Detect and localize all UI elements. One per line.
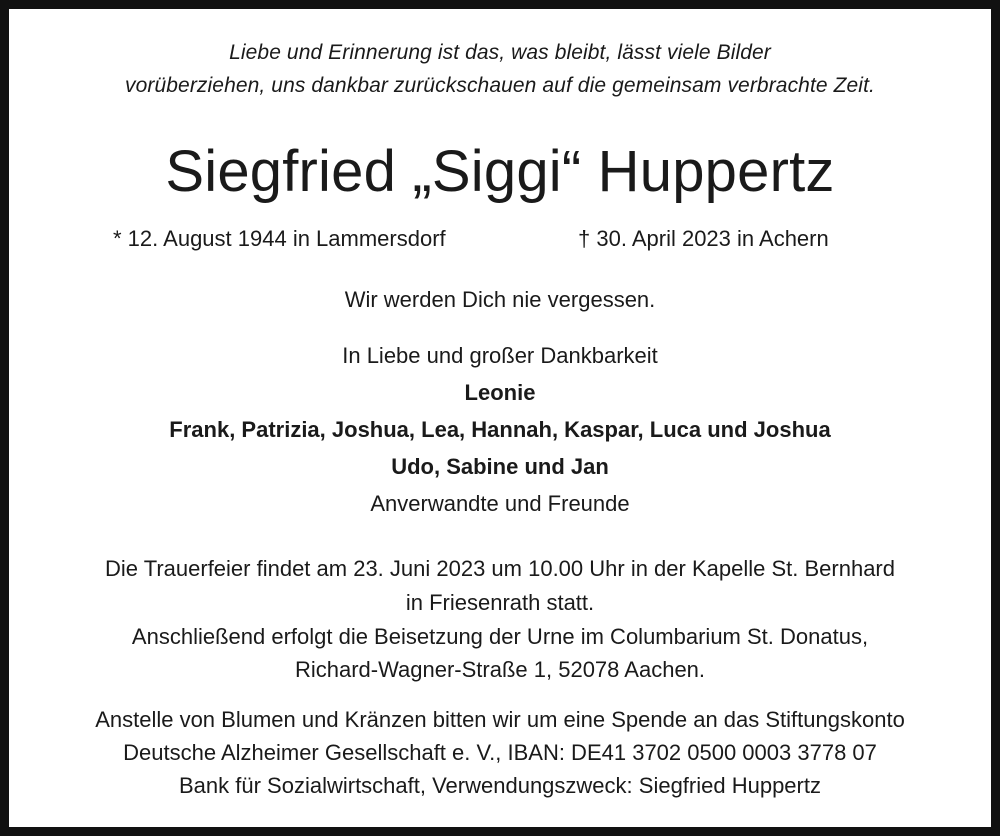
- farewell-message: Wir werden Dich nie vergessen.: [344, 287, 656, 312]
- life-dates: [0, 226, 1000, 254]
- donation-line: Deutsche Alzheimer Gesellschaft e. V., IBAN: DE41 3702 0500 0003 3778 07: [123, 740, 877, 765]
- mourner-name: Frank, Patrizia, Joshua, Lea, Hannah, Kaspar, Luca und Joshua: [169, 417, 831, 442]
- deceased-name: Siegfried „Siggi“ Huppertz: [165, 139, 835, 204]
- mourners-closing: Anverwandte und Freunde: [370, 491, 630, 516]
- ceremony-line: Anschließend erfolgt die Beisetzung der Urne im Columbarium St. Donatus,: [131, 624, 869, 649]
- birth-date: * 12. August 1944 in Lammersdorf: [113, 226, 446, 251]
- mourner-name: Udo, Sabine und Jan: [391, 454, 609, 479]
- ceremony-line: in Friesenrath statt.: [405, 590, 595, 615]
- mourner-name: Leonie: [464, 380, 536, 405]
- ceremony-line: Richard-Wagner-Straße 1, 52078 Aachen.: [294, 657, 706, 682]
- ceremony-line: Die Trauerfeier findet am 23. Juni 2023 um 10.00 Uhr in der Kapelle St. Bernhard: [104, 556, 895, 581]
- mourners-intro: In Liebe und großer Dankbarkeit: [342, 343, 658, 368]
- donation-line: Bank für Sozialwirtschaft, Verwendungszweck: Siegfried Huppertz: [179, 773, 821, 798]
- quote-line-1: Liebe und Erinnerung ist das, was bleibt, lässt viele Bilder: [229, 41, 771, 64]
- donation-line: Anstelle von Blumen und Kränzen bitten wir um eine Spende an das Stiftungskonto: [95, 707, 905, 732]
- death-date: † 30. April 2023 in Achern: [578, 226, 829, 251]
- quote-line-2: vorüberziehen, uns dankbar zurückschauen auf die gemeinsam verbrachte Zeit.: [125, 74, 875, 97]
